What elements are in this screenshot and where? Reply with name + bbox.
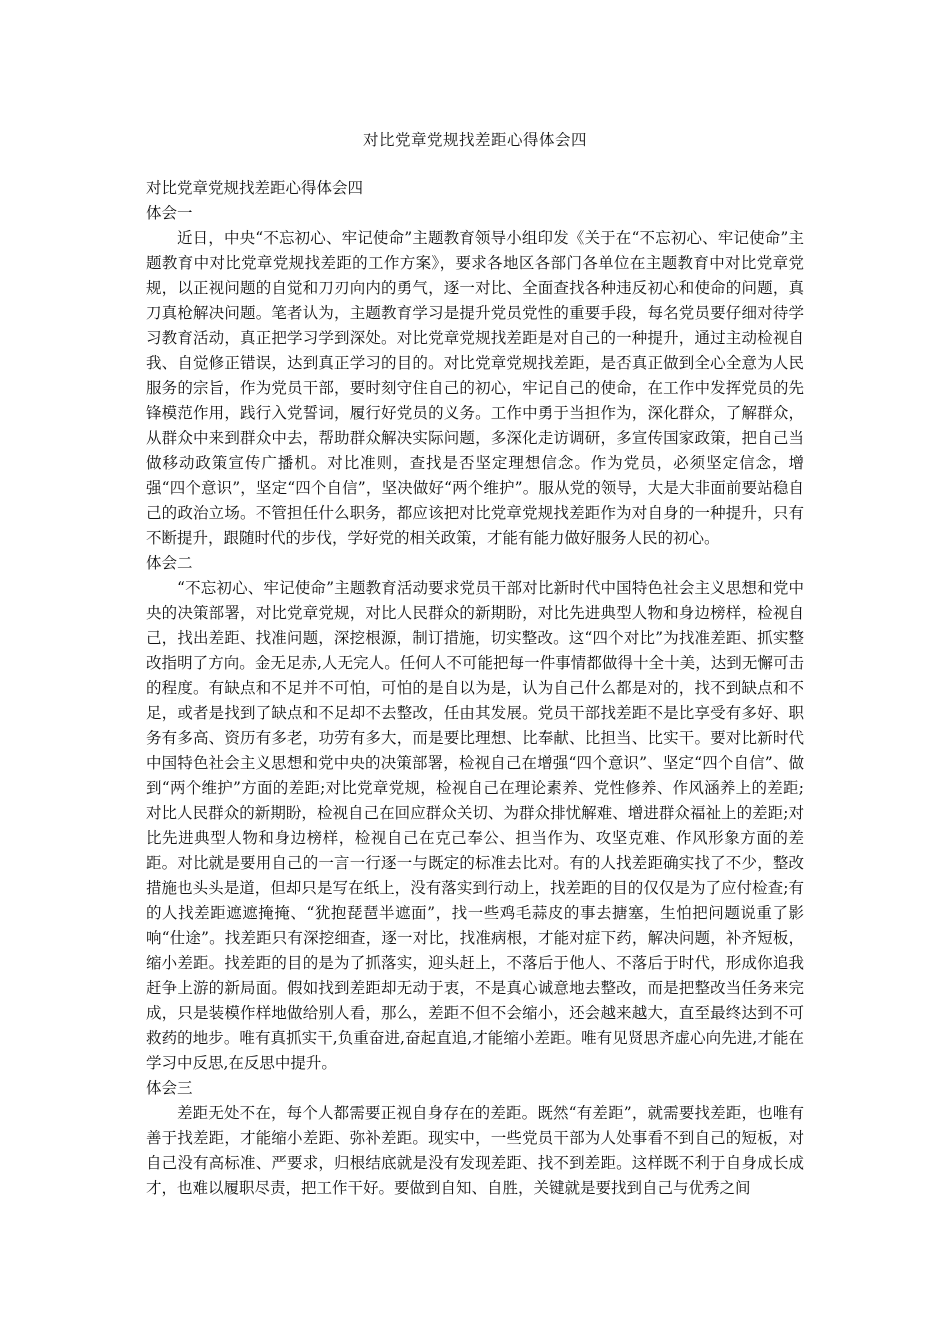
document-subtitle: 对比党章党规找差距心得体会四 (146, 179, 364, 197)
section-body-3: 差距无处不在，每个人都需要正视自身存在的差距。既然“有差距”，就需要找差距，也唯有善于找差距，才能缩小差距、弥补差距。现实中，一些党员干部为人处事看不到自己的短板，对自己没有高标准、严要求，归根结底就是没有发现差距、找不到差距。这样既不利于自身成长成才，也难以履职尽责，把工作干好。要做到自知、自胜，关键就是要找到自己与优秀之间 (146, 1104, 804, 1197)
document-title: 对比党章党规找差距心得体会四 (362, 131, 587, 149)
section-heading-1: 体会一 (146, 204, 193, 222)
section-body-1: 近日，中央“不忘初心、牢记使命”主题教育领导小组印发《关于在“不忘初心、牢记使命”主题教育中对比党章党规找差距的工作方案》，要求各地区各部门各单位在主题教育中对比党章党规，以正视问题的自觉和刀刃向内的勇气，逐一对比、全面查找各种违反初心和使命的问题，真刀真枪解决问题。笔者认为，主题教育学习是提升党员党性的重要手段，每名党员要仔细对待学习教育活动，真正把学习学到深处。对比党章党规找差距是对自己的一种提升，通过主动检视自我、自觉修正错误，达到真正学习的目的。对比党章党规找差距，是否真正做到全心全意为人民服务的宗旨，作为党员干部，要时刻守住自己的初心，牢记自己的使命，在工作中发挥党员的先锋模范作用，践行入党誓词，履行好党员的义务。工作中勇于当担作为，深化群众，了解群众，从群众中来到群众中去，帮助群众解决实际问题，多深化走访调研，多宣传国家政策，把自己当做移动政策宣传广播机。对比准则，查找是否坚定理想信念。作为党员，必须坚定信念，增强“四个意识”，坚定“四个自信”，坚决做好“两个维护”。服从党的领导，大是大非面前要站稳自己的政治立场。不管担任什么职务，都应该把对比党章党规找差距作为对自身的一种提升，只有不断提升，跟随时代的步伐，学好党的相关政策，才能有能力做好服务人民的初心。 (146, 229, 804, 547)
document-content (146, 176, 804, 1201)
section-heading-2: 体会二 (146, 554, 193, 572)
section-body-2: “不忘初心、牢记使命”主题教育活动要求党员干部对比新时代中国特色社会主义思想和党中央的决策部署，对比党章党规，对比人民群众的新期盼，对比先进典型人物和身边榜样，检视自己，找出差距、找准问题，深挖根源，制订措施，切实整改。这“四个对比”为找准差距、抓实整改指明了方向。金无足赤,人无完人。任何人不可能把每一件事情都做得十全十美，达到无懈可击的程度。有缺点和不足并不可怕，可怕的是自以为是，认为自己什么都是对的，找不到缺点和不足，或者是找到了缺点和不足却不去整改，任由其发展。党员干部找差距不是比享受有多好、职务有多高、资历有多老，功劳有多大，而是要比理想、比奉献、比担当、比实干。要对比新时代中国特色社会主义思想和党中央的决策部署，检视自己在增强“四个意识”、坚定“四个自信”、做到“两个维护”方面的差距;对比党章党规，检视自己在理论素养、党性修养、作风涵养上的差距;对比人民群众的新期盼，检视自己在回应群众关切、为群众排忧解难、增进群众福祉上的差距;对比先进典型人物和身边榜样，检视自己在克己奉公、担当作为、攻坚克难、作风形象方面的差距。对比就是要用自己的一言一行逐一与既定的标准去比对。有的人找差距确实找了不少，整改措施也头头是道，但却只是写在纸上，没有落实到行动上，找差距的目的仅仅是为了应付检查;有的人找差距遮遮掩掩、“犹抱琵琶半遮面”，找一些鸡毛蒜皮的事去搪塞，生怕把问题说重了影响“仕途”。找差距只有深挖细查，逐一对比，找准病根，才能对症下药，解决问题，补齐短板，缩小差距。找差距的目的是为了抓落实，迎头赶上，不落后于他人、不落后于时代，形成你追我赶争上游的新局面。假如找到差距却无动于衷，不是真心诚意地去整改，而是把整改当任务来完成，只是装模作样地做给别人看，那么，差距不但不会缩小，还会越来越大，直至最终达到不可救药的地步。唯有真抓实干,负重奋进,奋起直追,才能缩小差距。唯有见贤思齐虚心向先进,才能在学习中反思,在反思中提升。 (146, 579, 804, 1072)
section-heading-3: 体会三 (146, 1079, 193, 1097)
